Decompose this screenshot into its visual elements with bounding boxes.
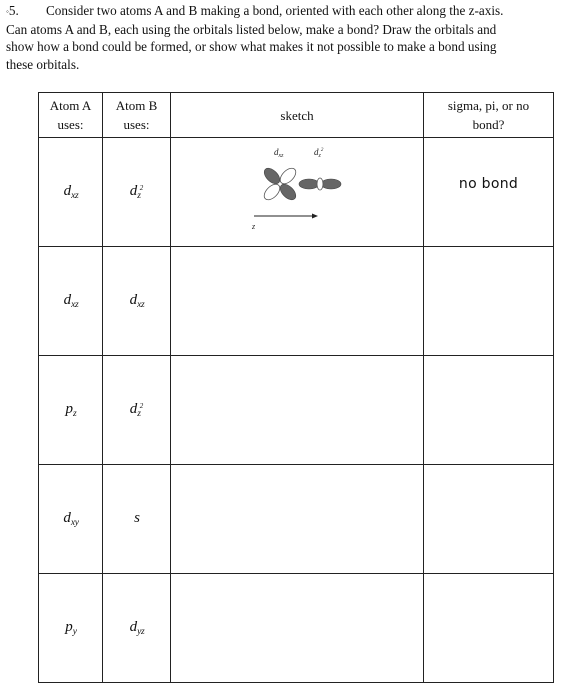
sketch-label-a: $d_{xz}$ <box>274 147 284 159</box>
header-bond-type: sigma, pi, or no bond? <box>424 93 554 138</box>
question-marker: ◦ <box>6 7 9 16</box>
dz2-orbital-shape <box>299 178 341 190</box>
table-row <box>39 138 554 247</box>
atom-a-orbital: $p_y$ <box>39 574 103 683</box>
bond-answer-cell[interactable] <box>424 356 554 465</box>
atom-b-orbital: s <box>103 465 171 574</box>
sketch-label-b: $d_z^2$ <box>314 147 324 159</box>
header-row <box>39 93 554 138</box>
z-axis-arrow <box>254 214 318 219</box>
atom-a-orbital: $p_z$ <box>39 356 103 465</box>
header-atom-b: Atom B uses: <box>103 93 171 138</box>
orbital-table <box>38 92 554 683</box>
atom-b-orbital: $d_z^2$ <box>103 138 171 247</box>
header-sketch: sketch <box>171 93 424 138</box>
atom-b-orbital: $d_{xz}$ <box>103 247 171 356</box>
atom-a-orbital: $d_{xz}$ <box>39 247 103 356</box>
atom-b-orbital: $d_z^2$ <box>103 356 171 465</box>
bond-answer-cell[interactable] <box>424 247 554 356</box>
table-row <box>39 574 554 683</box>
table-row <box>39 356 554 465</box>
atom-a-orbital: $d_{xy}$ <box>39 465 103 574</box>
sketch-cell[interactable] <box>171 138 424 247</box>
bond-answer-cell[interactable] <box>424 465 554 574</box>
atom-a-orbital: $d_{xz}$ <box>39 138 103 247</box>
question-line-4: these orbitals. <box>6 56 80 72</box>
dxz-orbital-shape <box>261 165 298 202</box>
question-number: ◦5. <box>6 3 19 18</box>
bond-answer-cell[interactable] <box>424 138 554 247</box>
question-text <box>6 2 566 73</box>
sketch-cell[interactable] <box>171 574 424 683</box>
table-row <box>39 247 554 356</box>
table-row <box>39 465 554 574</box>
orbital-sketch <box>172 138 422 238</box>
question-line-2: Can atoms A and B, each using the orbitals listed below, make a bond? Draw the orbitals and <box>6 21 497 37</box>
header-atom-a: Atom A uses: <box>39 93 103 138</box>
question-line-3: show how a bond could be formed, or show what makes it not possible to make a bond using <box>6 39 497 54</box>
handwritten-answer: no bond <box>458 176 519 192</box>
question-line-1: ◦5. Consider two atoms A and B making a bond, oriented with each other along the z-axis. <box>6 2 566 21</box>
atom-b-orbital: $d_{yz}$ <box>103 574 171 683</box>
sketch-cell[interactable] <box>171 356 424 465</box>
sketch-cell[interactable] <box>171 465 424 574</box>
bond-answer-cell[interactable] <box>424 574 554 683</box>
sketch-cell[interactable] <box>171 247 424 356</box>
z-axis-label: z <box>252 222 256 231</box>
